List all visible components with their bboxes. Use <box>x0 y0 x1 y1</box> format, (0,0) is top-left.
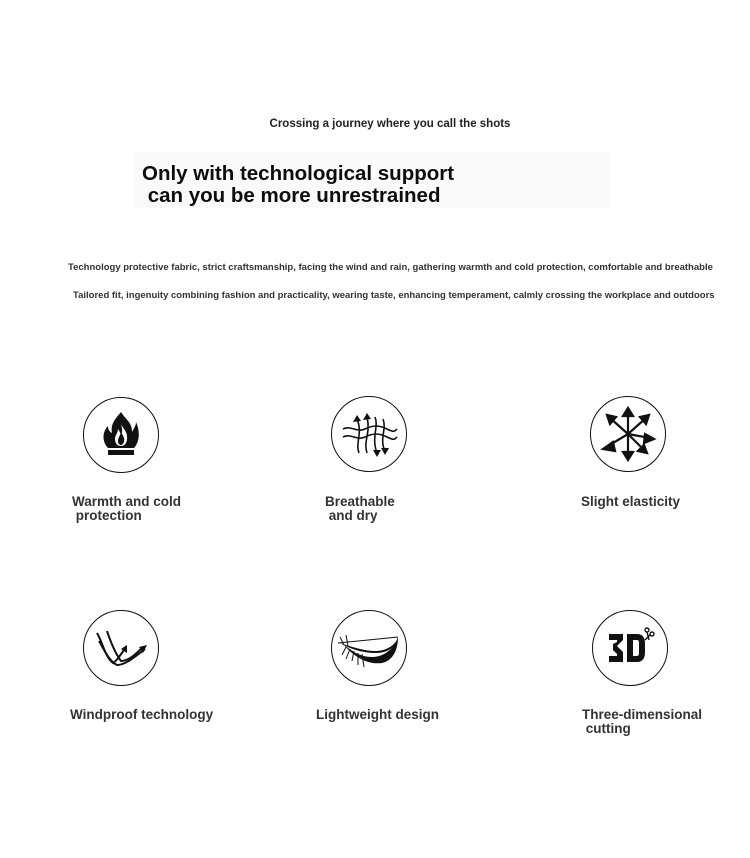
feature-label: Three-dimensional cutting <box>582 707 703 736</box>
feature-label: Windproof technology <box>70 707 214 722</box>
feature-label: Breathable and dry <box>325 494 395 523</box>
3d-scissors-icon <box>592 610 668 686</box>
wind-deflect-icon <box>83 610 159 686</box>
description-line-2: Tailored fit, ingenuity combining fashion and practicality, wearing taste, enhancing temperament, calmly crossing the workplace and outdoors <box>73 290 715 301</box>
subtitle: Crossing a journey where you call the shots <box>269 118 511 130</box>
feather-icon <box>331 610 407 686</box>
feature-label: Warmth and cold protection <box>72 494 182 523</box>
feature-label: Lightweight design <box>316 707 439 722</box>
stretch-arrows-icon <box>590 396 666 472</box>
flame-icon <box>83 397 159 473</box>
description-line-1: Technology protective fabric, strict craftsmanship, facing the wind and rain, gathering warmth and cold protection, comfortable and breathable <box>68 262 713 273</box>
headline: Only with technological support can you be more unrestrained <box>142 162 455 207</box>
breathable-arrows-icon <box>331 396 407 472</box>
feature-label: Slight elasticity <box>581 494 681 509</box>
